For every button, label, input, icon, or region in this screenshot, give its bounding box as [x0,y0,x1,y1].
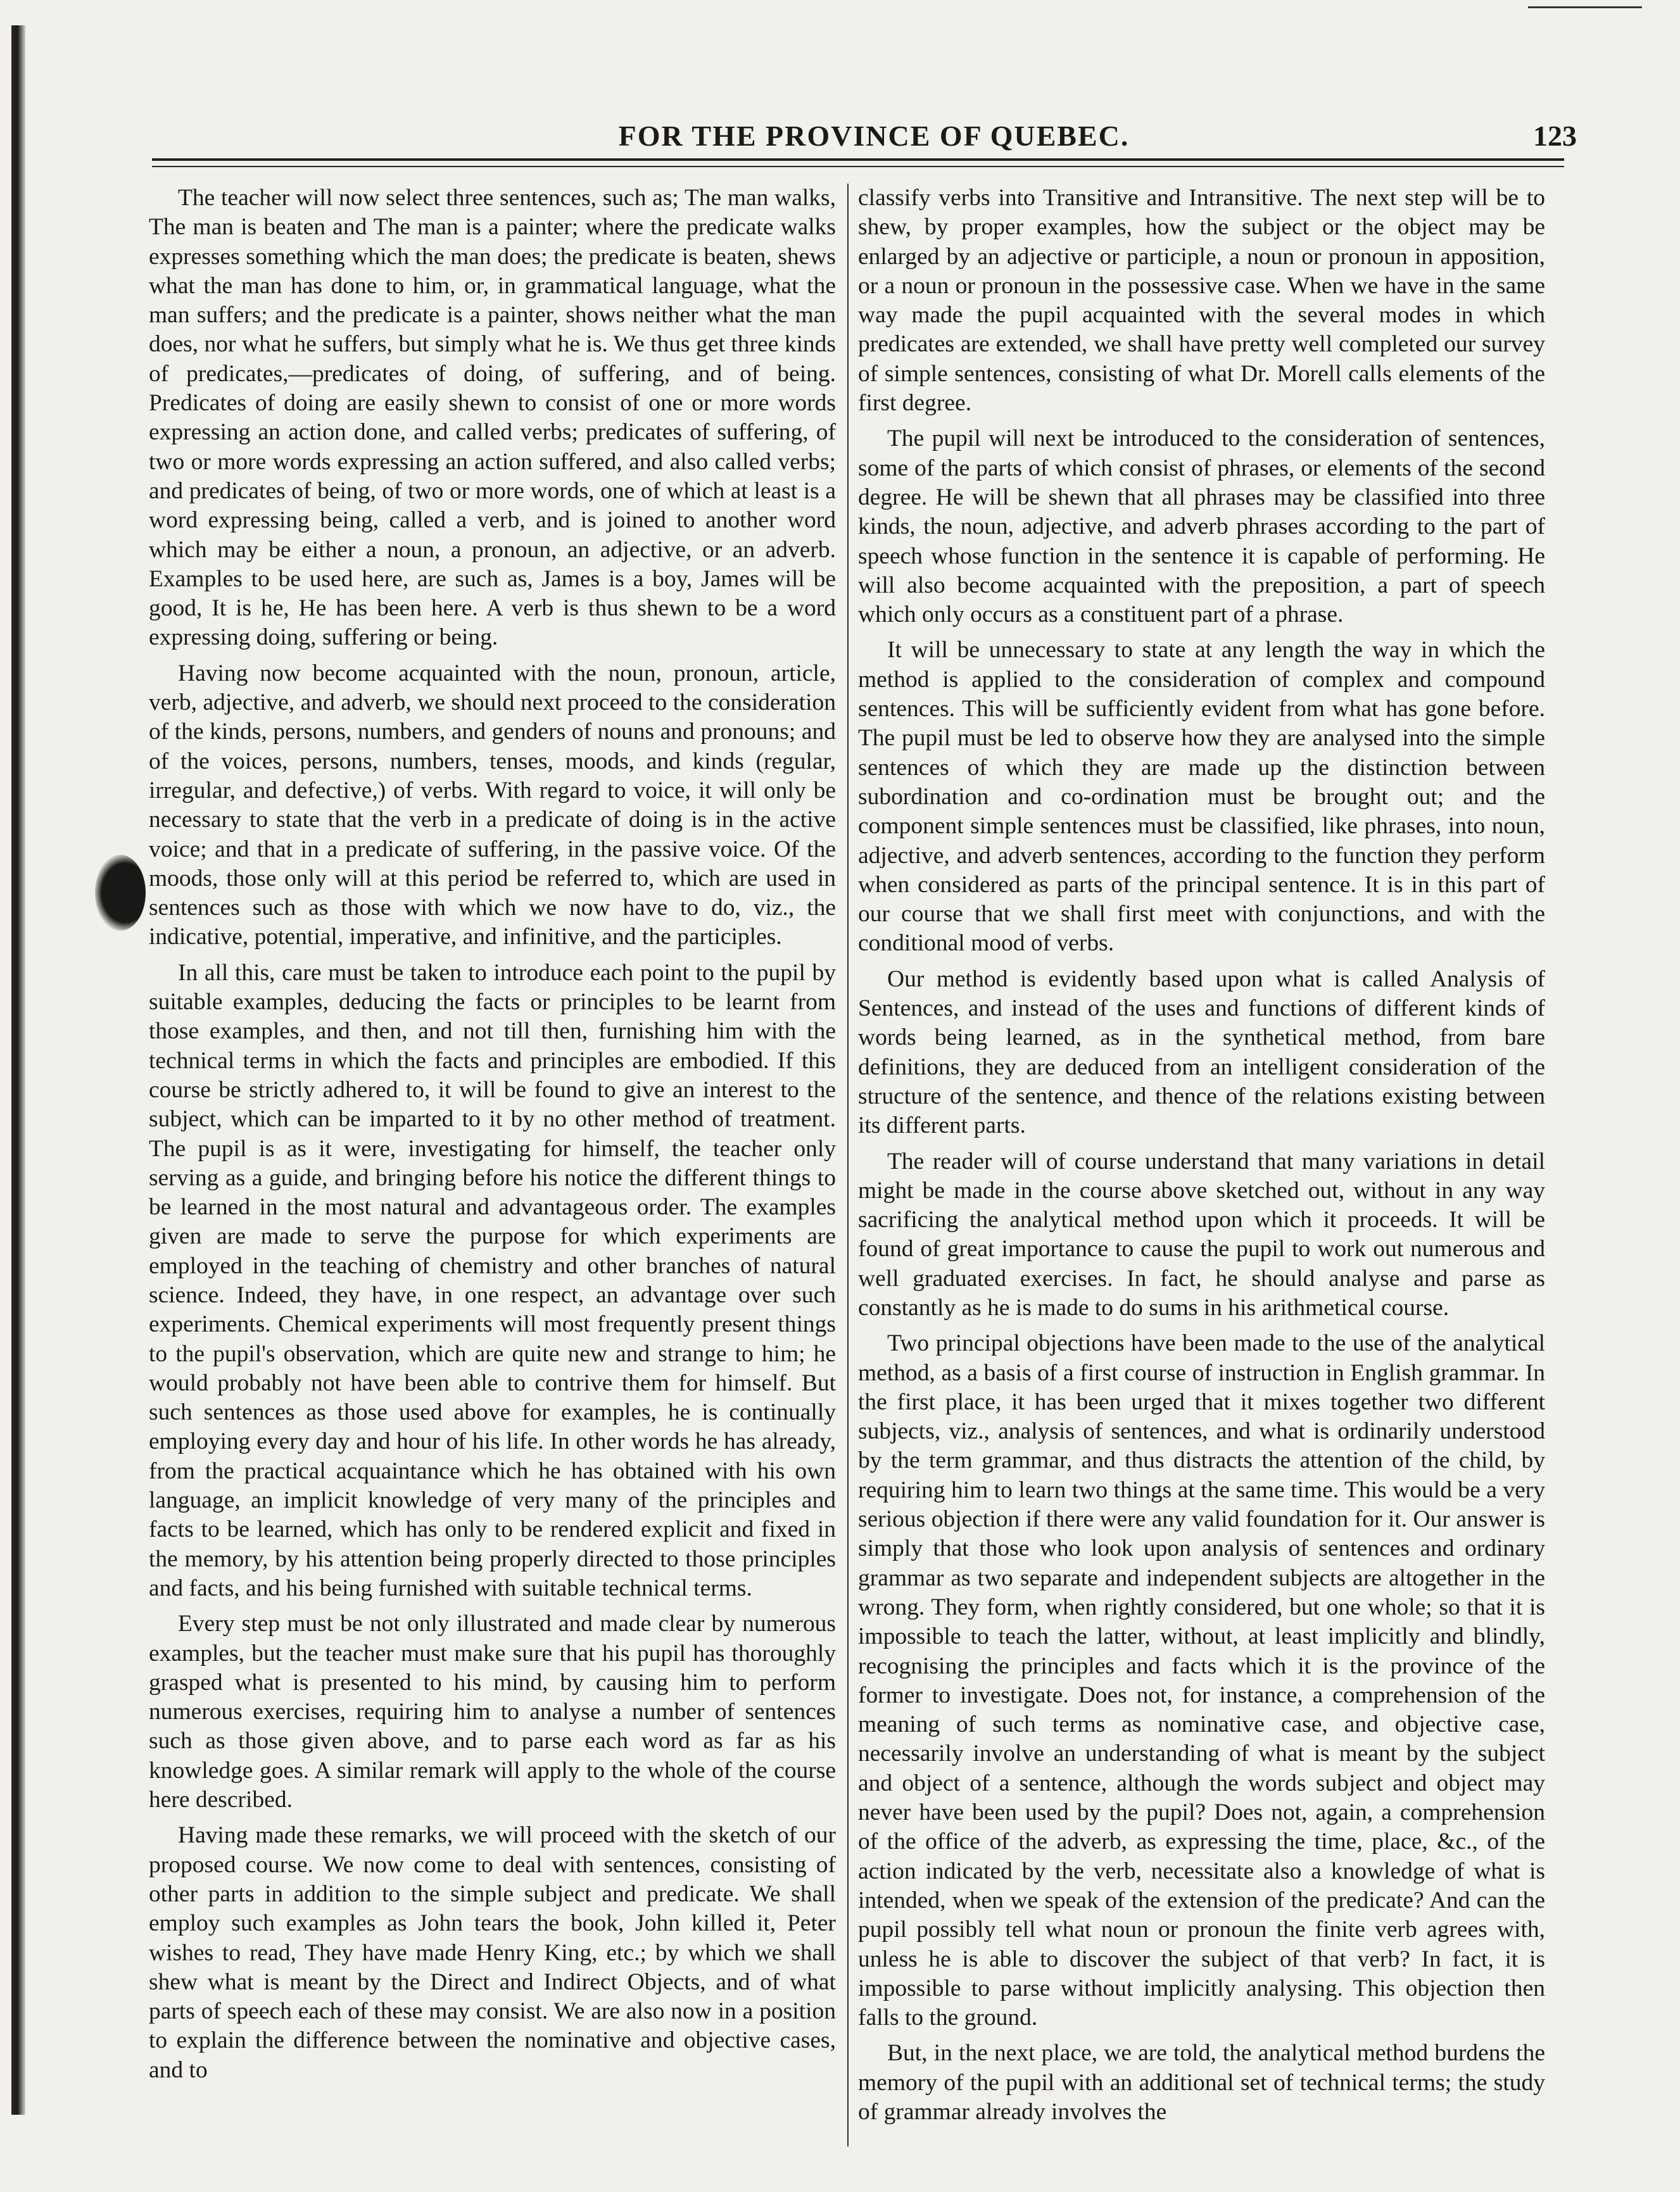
page-header [171,108,1577,158]
paragraph: The teacher will now select three sentences, such as; The man walks, The man is beaten and The man is a painter; where the predicate walks expresses something which the man does; the predicate is beaten, shews what the man has done to him, or, in grammatical language, what the man suffers; and the predicate is a painter, shows neither what the man does, nor what he suffers, but simply what he is. We thus get three kinds of predicates,—predicates of doing, of suffering, and of being. Predicates of doing are easily shewn to consist of one or more words expressing an action done, and called verbs; predicates of suffering, of two or more words expressing an action suffered, and also called verbs; and predicates of being, of two or more words, one of which at least is a word expressing being, called a verb, and is joined to another word which may be either a noun, a pronoun, an adjective, or an adverb. Examples to be used here, are such as, James is a boy, James will be good, It is he, He has been here. A verb is thus shewn to be a word expressing doing, suffering or being. [149,185,836,651]
paragraph: Two principal objections have been made to the use of the analytical method, as a basis of a first course of instruction in English grammar. In the first place, it has been urged that it mixes together two different subjects, viz., analysis of sentences, and what is ordinarily understood by the term grammar, and thus distracts the attention of the child, by requiring him to learn two things at the same time. This would be a very serious objection if there were any valid foundation for it. Our answer is simply that those who look upon analysis of sentences and ordinary grammar as two separate and independent subjects are altogether in the wrong. They form, when rightly considered, but one whole; so that it is impossible to teach the latter, without, at least implicitly and blindly, recognising the principles and facts which it is the province of the former to investigate. Does not, for instance, a comprehension of the meaning of such terms as nominative case, and objective case, necessarily involve an understanding of what is meant by the subject and object of a sentence, although the words subject and object may never have been used by the pupil? Does not, again, a comprehension of the office of the adverb, as expressing the time, place, &c., of the action indicated by the verb, necessitate also a knowledge of what is intended, when we speak of the extension of the predicate? And can the pupil possibly tell what noun or pronoun the finite verb agrees with, unless he is able to discover the subject of that verb? In fact, it is impossible to parse without implicitly analysing. This objection then falls to the ground. [858,1330,1545,2031]
top-edge-mark [1528,6,1642,8]
left-column [149,184,836,2153]
paragraph: But, in the next place, we are told, the analytical method burdens the memory of the pupil with an additional set of technical terms; the study of grammar already involves the [858,2040,1545,2125]
right-column [858,184,1545,2153]
paragraph: The pupil will next be introduced to the consideration of sentences, some of the parts of which consist of phrases, or elements of the second degree. He will be shewn that all phrases may be classified into three kinds, the noun, adjective, and adverb phrases according to the part of speech whose function in the sentence it is capable of performing. He will also become acquainted with the preposition, a part of speech which only occurs as a constituent part of a phrase. [858,425,1545,628]
page-number: 123 [1533,120,1577,152]
paragraph: In all this, care must be taken to introduce each point to the pupil by suitable examples, deducing the facts or principles to be learnt from those examples, and then, and not till then, furnishing him with the technical terms in which the facts and principles are embodied. If this course be strictly adhered to, it will be found to give an interest to the subject, which can be imparted to it by no other method of treatment. The pupil is as it were, investigating for himself, the teacher only serving as a guide, and bringing before his notice the different things to be learned in the most natural and advantageous order. The examples given are made to serve the purpose for which experiments are employed in the teaching of chemistry and other branches of natural science. Indeed, they have, in one respect, an advantage over such experiments. Chemical experiments will most frequently present things to the pupil's observation, which are quite new and strange to him; he would probably not have been able to contrive them for himself. But such sentences as those used above for examples, he is continually employing every day and hour of his life. In other words he has already, from the practical acquaintance which he has obtained with his own language, an implicit knowledge of very many of the principles and facts to be learned, which has only to be rendered explicit and fixed in the memory, by his attention being properly directed to those principles and facts, and his being furnished with suitable technical terms. [149,959,836,1601]
paragraph: Every step must be not only illustrated and made clear by numerous examples, but the teacher must make sure that his pupil has thoroughly grasped what is presented to his mind, by causing him to perform numerous exercises, requiring him to analyse a number of sentences such as those given above, and to parse each word as far as his knowledge goes. A similar remark will apply to the whole of the course here described. [149,1611,836,1813]
paragraph: classify verbs into Transitive and Intransitive. The next step will be to shew, by proper examples, how the subject or the object may be enlarged by an adjective or participle, a noun or pronoun in apposition, or a noun or pronoun in the possessive case. When we have in the same way made the pupil acquainted with the several modes in which predicates are extended, we shall have pretty well completed our survey of simple sentences, consisting of what Dr. Morell calls elements of the first degree. [858,185,1545,417]
paragraph: Having now become acquainted with the noun, pronoun, article, verb, adjective, and adverb, we should next proceed to the consideration of the kinds, persons, numbers, and genders of nouns and pronouns; and of the voices, persons, numbers, tenses, moods, and kinds (regular, irregular, and defective,) of verbs. With regard to voice, it will only be necessary to state that the verb in a predicate of doing is in the active voice; and that in a predicate of suffering, in the passive voice. Of the moods, those only will at this period be referred to, which are used in sentences such as those with which we now have to do, viz., the indicative, potential, imperative, and infinitive, and the participles. [149,660,836,950]
column-divider [847,184,849,2146]
paragraph: The reader will of course understand that many variations in detail might be made in the course above sketched out, without in any way sacrificing the analytical method upon which it proceeds. It will be found of great importance to cause the pupil to work out numerous and well graduated exercises. In fact, he should analyse and parse as constantly as he is made to do sums in his arithmetical course. [858,1148,1545,1321]
paragraph: It will be unnecessary to state at any length the way in which the method is applied to the consideration of complex and compound sentences. This will be sufficiently evident from what has gone before. The pupil must be led to observe how they are analysed into the simple sentences of which they are made up the distinction between subordination and co-ordination must be brought out; and the component simple sentences must be classified, like phrases, into noun, adjective, and adverb sentences, according to the function they perform when considered as parts of the principal sentence. It is in this part of our course that we shall first meet with conjunctions, and with the conditional mood of verbs. [858,637,1545,957]
header-rule [152,158,1564,161]
ink-blot [95,855,146,931]
paragraph: Our method is evidently based upon what is called Analysis of Sentences, and instead of the uses and functions of different kinds of words being learned, as in the synthetical method, from bare definitions, they are deduced from an intelligent consideration of the structure of the sentence, and thence of the relations existing between its different parts. [858,966,1545,1139]
header-rule-thin [152,166,1564,167]
paragraph: Having made these remarks, we will proceed with the sketch of our proposed course. We now come to deal with sentences, consisting of other parts in addition to the simple subject and predicate. We shall employ such examples as John tears the book, John killed it, Peter wishes to read, They have made Henry King, etc.; by which we shall shew what is meant by the Direct and Indirect Objects, and of what parts of speech each of these may consist. We are also now in a position to explain the difference between the nominative and objective cases, and to [149,1822,836,2083]
binding-edge-shadow [11,25,25,2115]
running-title: FOR THE PROVINCE OF QUEBEC. [618,120,1130,152]
